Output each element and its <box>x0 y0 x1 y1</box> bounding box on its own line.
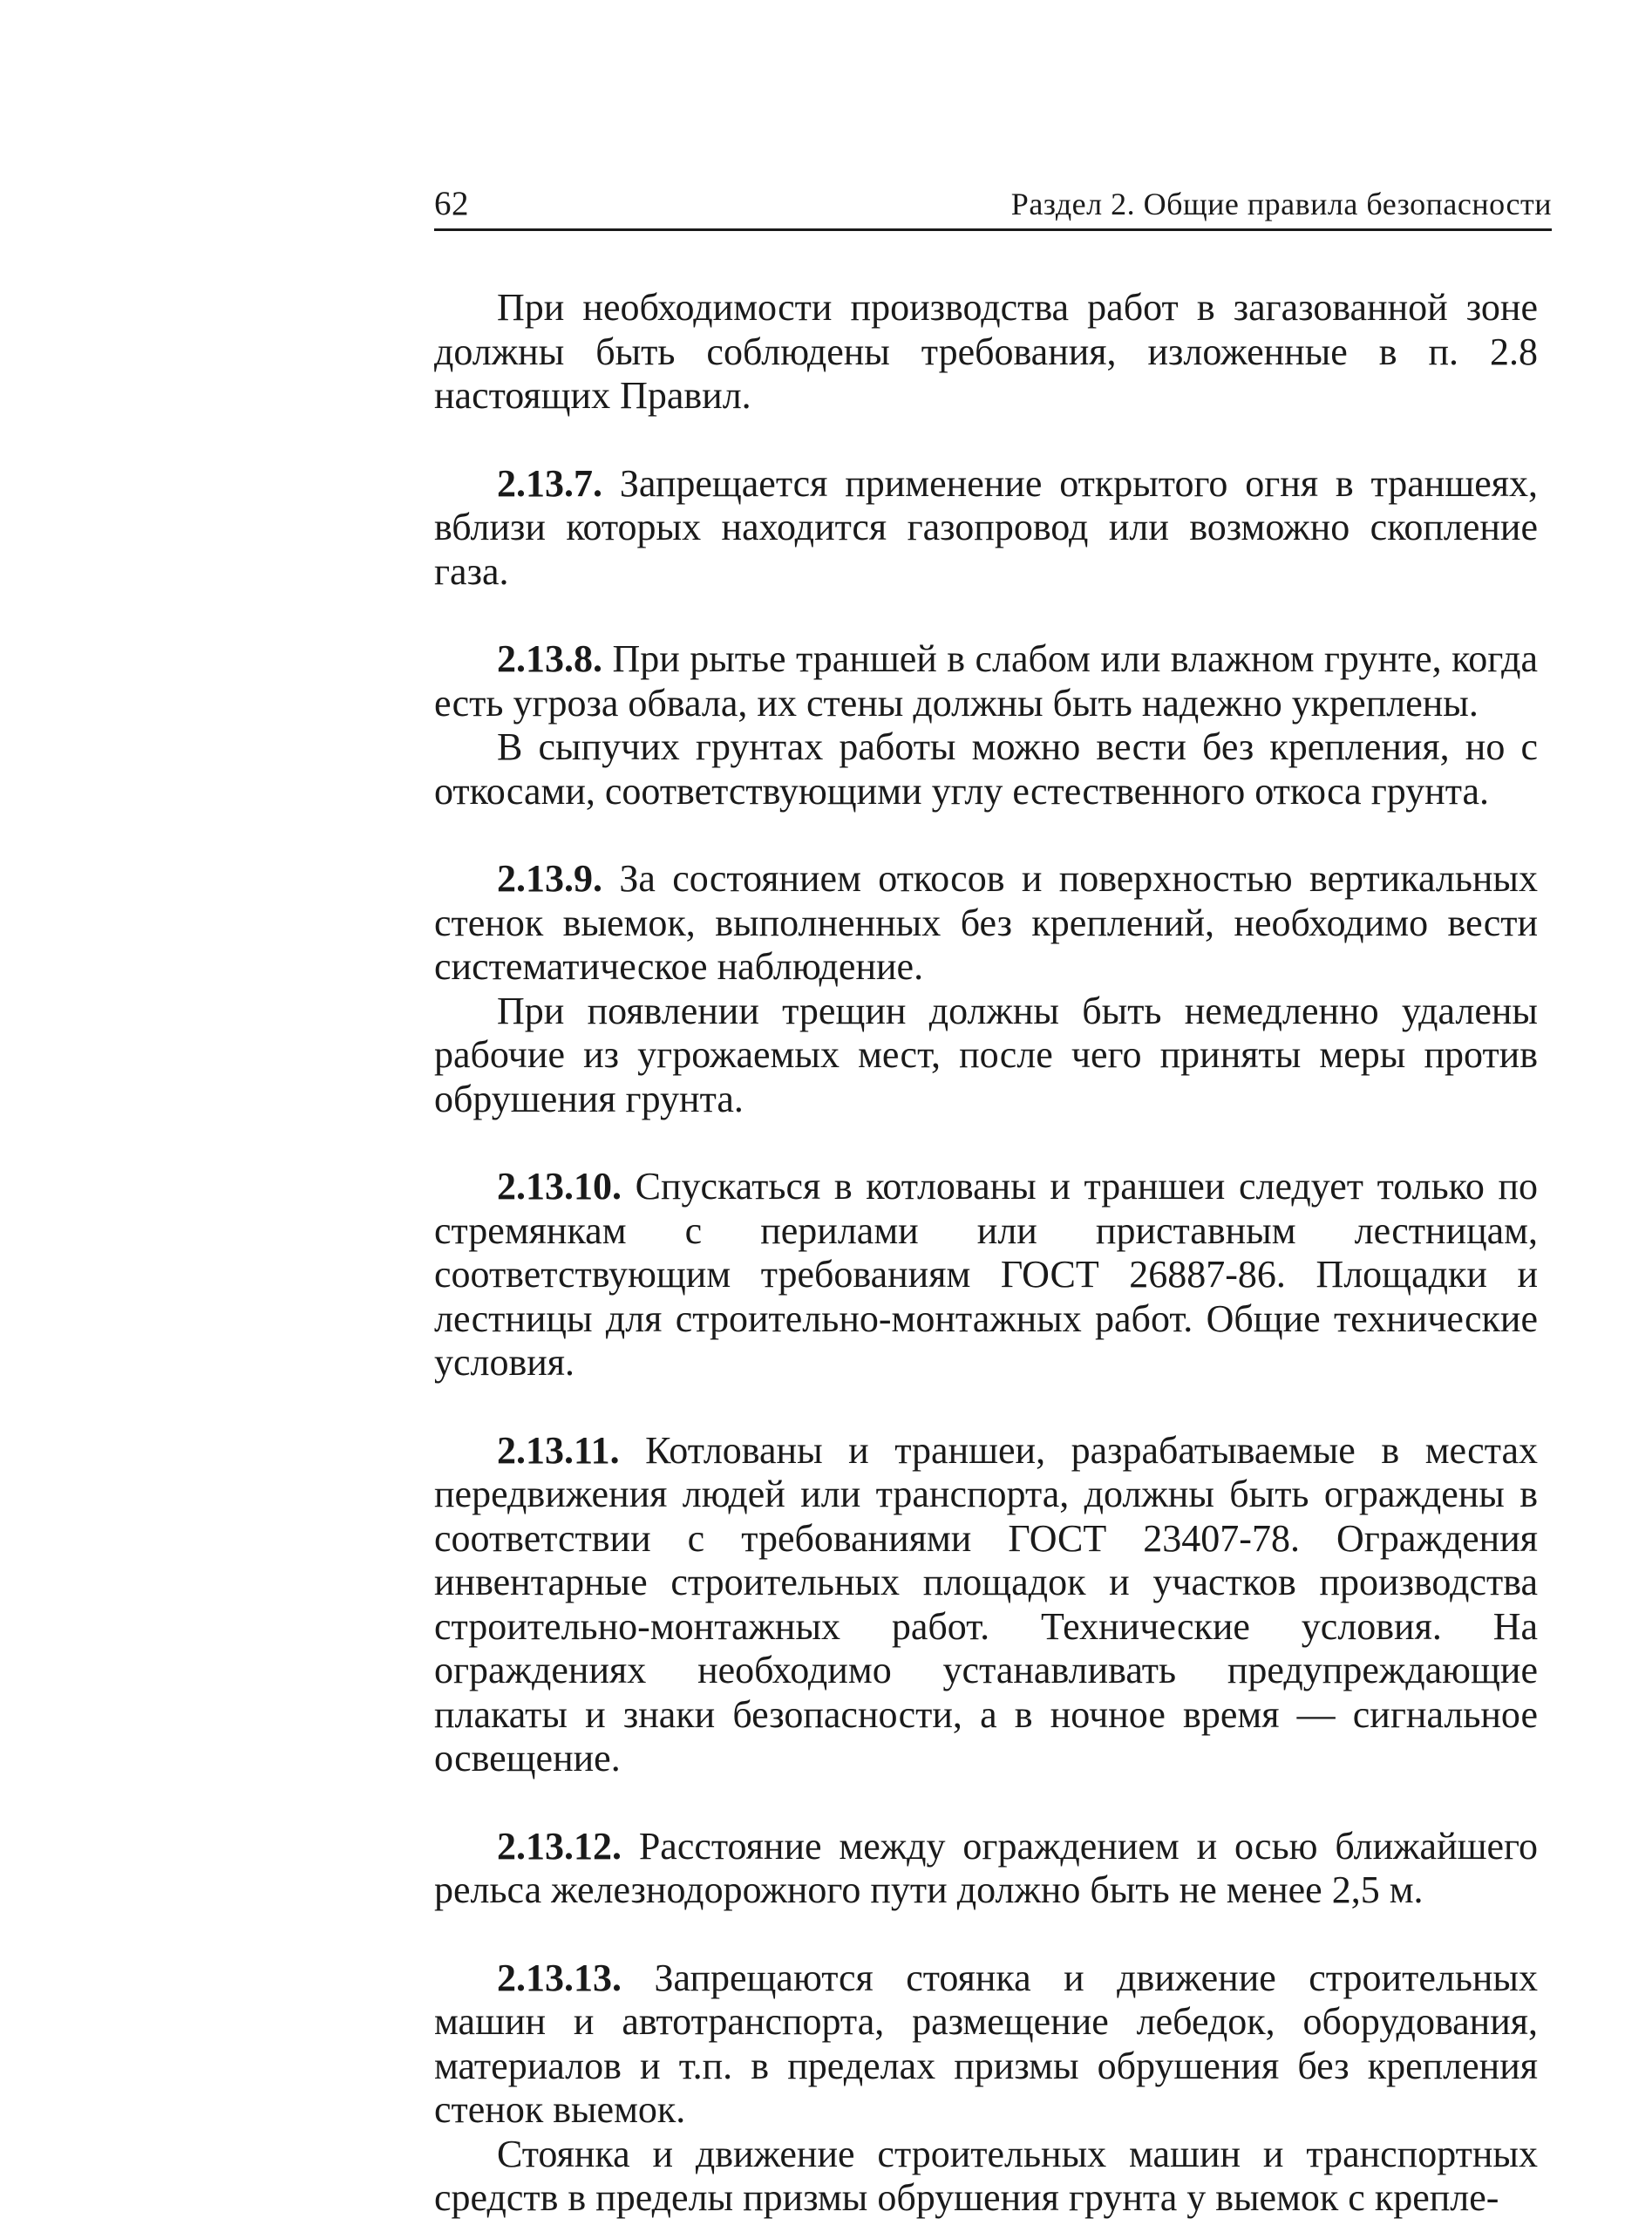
clause-text: Расстояние между ограждением и осью ближайшего рельса железнодорожного пути должно быть не менее 2,5 м. <box>434 1824 1538 1911</box>
paragraph-loose-soil <box>434 725 1538 813</box>
clause-number: 2.13.12. <box>497 1824 622 1868</box>
clause-number: 2.13.11. <box>497 1428 620 1472</box>
clause-text: За состоянием откосов и поверхностью вертикальных стенок выемок, выполненных без креплений, необходимо вести систематическое наблюдение. <box>434 857 1538 988</box>
clause-number: 2.13.9. <box>497 857 602 900</box>
clause-text: При рытье траншей в слабом или влажном грунте, когда есть угроза обвала, их стены должны быть надежно укреплены. <box>434 637 1538 725</box>
clause-2-13-8 <box>434 637 1538 725</box>
paragraph-text: В сыпучих грунтах работы можно вести без крепления, но с откосами, соответствующими углу естественного откоса грунта. <box>434 725 1538 813</box>
paragraph-text: При появлении трещин должны быть немедленно удалены рабочие из угрожаемых мест, после чего приняты меры против обрушения грунта. <box>434 989 1538 1120</box>
paragraph-cracks <box>434 990 1538 1122</box>
clause-2-13-7 <box>434 462 1538 595</box>
clause-number: 2.13.10. <box>497 1165 622 1208</box>
clause-2-13-10 <box>434 1165 1538 1385</box>
running-header <box>434 180 1552 231</box>
section-title: Раздел 2. Общие правила безопасности <box>1010 187 1552 221</box>
paragraph-text: При необходимости производства работ в загазованной зоне должны быть соблюдены требования, изложенные в п. 2.8 настоящих Правил. <box>434 286 1538 417</box>
clause-2-13-12 <box>434 1825 1538 1913</box>
clause-number: 2.13.8. <box>497 637 602 680</box>
paragraph-text: Стоянка и движение строительных машин и транспортных средств в пределы призмы обрушения грунта у выемок с крепле- <box>434 2132 1538 2219</box>
clause-number: 2.13.7. <box>497 461 602 505</box>
clause-text: Запрещаются стоянка и движение строительных машин и автотранспорта, размещение лебедок, оборудования, материалов и т.п. в пределах призмы обрушения без крепления стенок выемок. <box>434 1956 1538 2131</box>
clause-text: Спускаться в котлованы и траншеи следует только по стремянкам с перилами или приставным лестницам, соответствующим требованиям ГОСТ 26887-86. Площадки и лестницы для строительно-монтажных работ. Общие технические условия. <box>434 1165 1538 1384</box>
page-number: 62 <box>434 185 469 222</box>
clause-text: Котлованы и траншеи, разрабатываемые в местах передвижения людей или транспорта, должны быть ограждены в соответствии с требованиями ГОСТ 23407-78. Ограждения инвентарные строительных площадок и участков производства строительно-монтажных работ. Технические условия. На ограждениях необходимо устанавливать предупреждающие плакаты и знаки безопасности, а в ночное время — сигнальное освещение. <box>434 1428 1538 1779</box>
paragraph-gas-zone <box>434 286 1538 418</box>
clause-number: 2.13.13. <box>497 1956 622 1999</box>
clause-text: Запрещается применение открытого огня в траншеях, вблизи которых находится газопровод или возможно скопление газа. <box>434 461 1538 593</box>
clause-2-13-9 <box>434 857 1538 990</box>
clause-2-13-13 <box>434 1956 1538 2133</box>
clause-2-13-11 <box>434 1429 1538 1781</box>
body-text <box>434 286 1538 2221</box>
paragraph-vehicles <box>434 2133 1538 2221</box>
